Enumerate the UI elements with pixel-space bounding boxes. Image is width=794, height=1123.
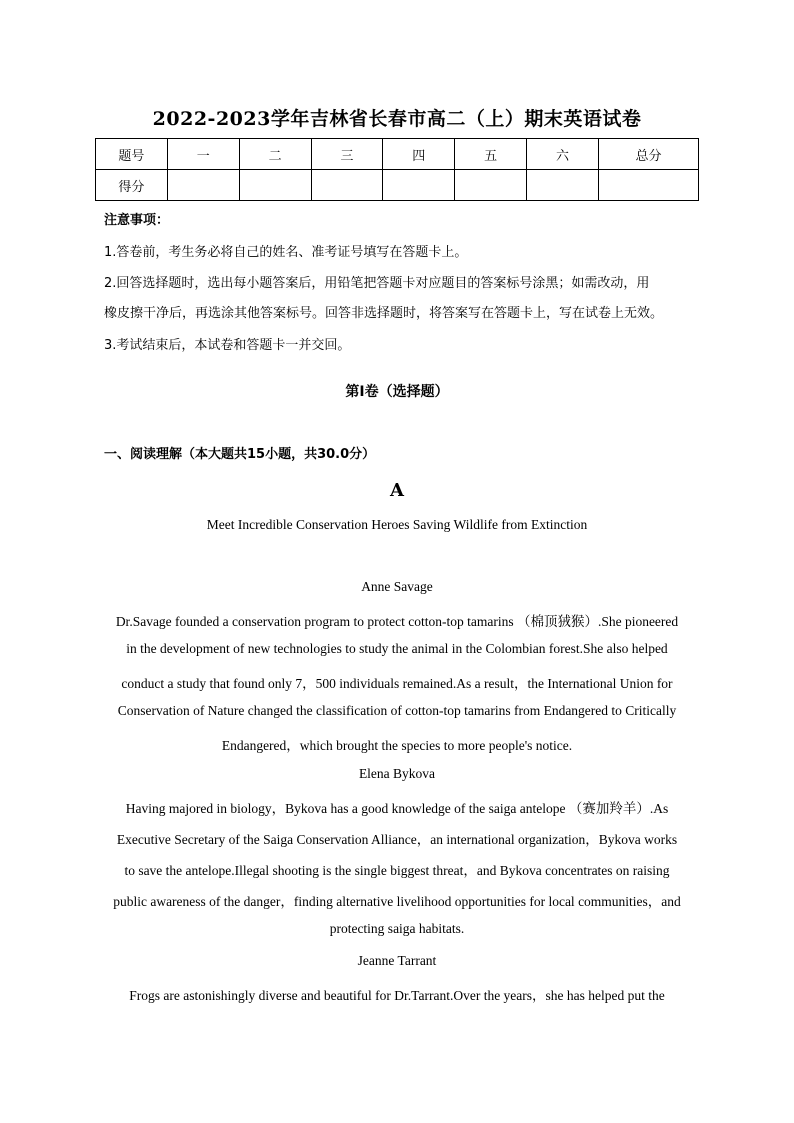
score-cell: 三	[311, 139, 383, 170]
score-cell: 四	[383, 139, 455, 170]
passage-line: Conservation of Nature changed the classification of cotton-top tamarins from Endangered to Critically	[117, 703, 677, 718]
passage-line: Dr.Savage founded a conservation program to protect cotton-top tamarins （棉顶狨猴）.She pioneered	[115, 614, 679, 629]
notice-item-2-line-1: 2.回答选择题时，选出每小题答案后，用铅笔把答题卡对应题目的答案标号涂黑；如需改动，用	[104, 276, 650, 291]
passage-line: public awareness of the danger，finding alternative livelihood opportunities for local communities，and	[113, 894, 681, 909]
notice-title: 注意事项：	[104, 213, 170, 228]
notice-item-2-line-2: 橡皮擦干净后，再选涂其他答案标号。回答非选择题时，将答案写在答题卡上，写在试卷上无效。	[104, 306, 664, 321]
score-cell: 一	[167, 139, 239, 170]
notice-item-3: 3.考试结束后，本试卷和答题卡一并交回。	[104, 338, 351, 353]
notice-item-1: 1.答卷前，考生务必将自己的姓名、准考证号填写在答题卡上。	[104, 245, 468, 260]
passage-line: Having majored in biology，Bykova has a good knowledge of the saiga antelope （赛加羚羊）.As	[125, 801, 669, 816]
score-input-cell[interactable]	[599, 170, 699, 201]
score-cell: 六	[527, 139, 599, 170]
page-title: 2022-2023学年吉林省长春市高二（上）期末英语试卷	[152, 108, 642, 130]
score-input-cell[interactable]	[455, 170, 527, 201]
score-table-score-row	[96, 170, 699, 201]
section-title: 第I卷（选择题）	[345, 384, 449, 400]
score-cell: 五	[455, 139, 527, 170]
score-cell: 总分	[599, 139, 699, 170]
score-input-cell[interactable]	[167, 170, 239, 201]
passage-line: to save the antelope.Illegal shooting is the single biggest threat，and Bykova concentrates on raising	[124, 863, 670, 878]
passage-line: Executive Secretary of the Saiga Conservation Alliance，an international organization，Bykova works	[116, 832, 678, 847]
passage-line: in the development of new technologies to study the animal in the Colombian forest.She also helped	[126, 641, 668, 656]
hero-name: Anne Savage	[361, 579, 433, 594]
score-table-header-row	[96, 139, 699, 170]
passage-letter: A	[390, 480, 404, 501]
score-input-cell[interactable]	[239, 170, 311, 201]
passage-line: Endangered，which brought the species to more people's notice.	[221, 738, 573, 753]
score-input-cell[interactable]	[527, 170, 599, 201]
part-title: 一、阅读理解（本大题共15小题，共30.0分）	[104, 447, 376, 462]
passage-line: conduct a study that found only 7，500 individuals remained.As a result，the International Union for	[121, 676, 673, 691]
passage-line: Frogs are astonishingly diverse and beautiful for Dr.Tarrant.Over the years，she has helped put the	[129, 988, 665, 1003]
passage-line: protecting saiga habitats.	[329, 921, 465, 936]
score-input-cell[interactable]	[383, 170, 455, 201]
passage-title: Meet Incredible Conservation Heroes Saving Wildlife from Extinction	[206, 517, 588, 532]
hero-name: Elena Bykova	[358, 766, 436, 781]
score-row-label: 得分	[96, 170, 168, 201]
score-cell: 二	[239, 139, 311, 170]
score-cell: 题号	[96, 139, 168, 170]
hero-name: Jeanne Tarrant	[357, 953, 437, 968]
score-table	[95, 138, 699, 201]
score-input-cell[interactable]	[311, 170, 383, 201]
